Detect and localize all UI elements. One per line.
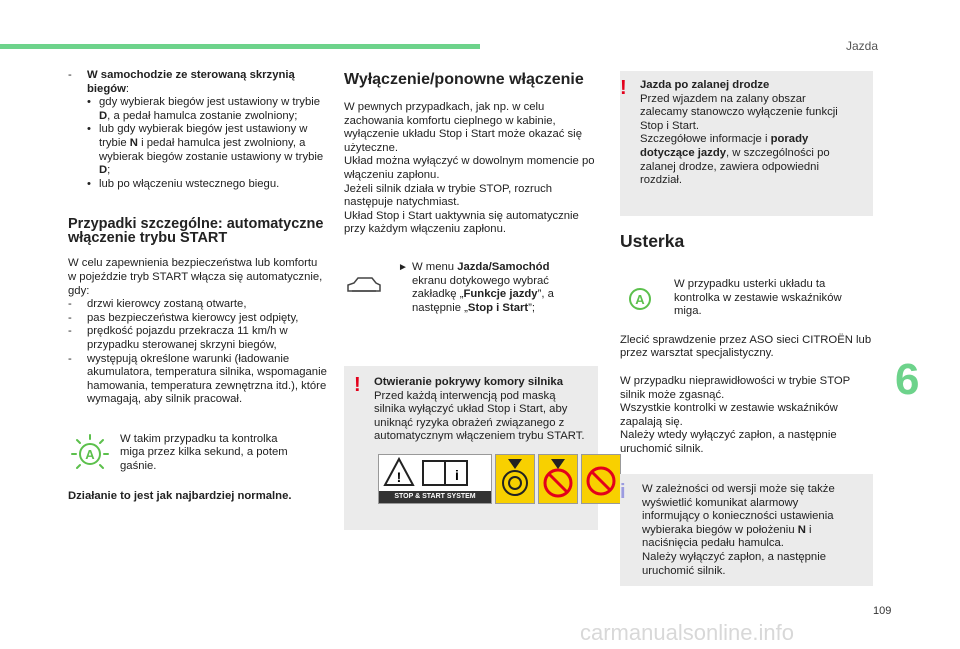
warning-icon: ! [620, 77, 627, 99]
driving-tips-ref: porady dotyczące jazdy [640, 133, 809, 159]
special-item: - występują określone warunki (ładowanie akumulatora, temperatura silnika, wspomaganie hamowania, temperatura zewnętrzna itd.), które wymagają, aby silnik pracował. [68, 352, 327, 406]
gearbox-bullet: • lub gdy wybierak biegów jest ustawiony w trybie N i pedał hamulca jest zwolniony, a wybierak biegów zostanie ustawiony w trybie D; [87, 123, 324, 177]
disable-para: Jeżeli silnik działa w trybie STOP, rozruch następuje natychmiast. [344, 182, 553, 209]
section-title: Jazda [845, 39, 878, 53]
special-intro: W celu zapewnienia bezpieczeństwa lub komfortu w pojeździe tryb START włącza się automatycznie, gdy: [68, 257, 323, 297]
disable-para: Układ można wyłączyć w dowolnym momencie po włączeniu zapłonu. [344, 155, 595, 181]
no-tool-sticker [581, 454, 621, 504]
info-text: Należy wyłączyć zapłon, a następnie uruchomić silnik. [642, 550, 826, 577]
lamp-note: W takim przypadku ta kontrolka miga przez kilka sekund, a potem gaśnie. [120, 432, 288, 473]
flood-box: ! Jazda po zalanej drodze Przed wjazdem na zalany obszar zalecamy stanowczo wyłączenie funkcji Stop i Start. Szczegółowe informacje i porady dotyczące jazdy, w szczególności po zalanej drodze, zawiera odpowiedni rozdział. [620, 71, 873, 216]
gearbox-item: - W samochodzie ze sterowaną skrzynią biegów: [68, 69, 295, 95]
fault-heading: Usterka [620, 231, 685, 251]
eco-a-lamp-icon [68, 433, 112, 473]
car-icon [344, 273, 384, 297]
svg-text:i: i [455, 466, 459, 483]
column-middle [344, 72, 602, 315]
fault-para: W przypadku nieprawidłowości w trybie STOP silnik może zgasnąć. [620, 374, 851, 401]
svg-text:A: A [635, 292, 645, 307]
fault-para: Zlecić sprawdzenie przez ASO sieci CITROËN lub przez warsztat specjalistyczny. [620, 333, 872, 360]
prohibited-icon [539, 455, 577, 503]
watermark: carmanualsonline.info [580, 620, 795, 645]
special-item: - prędkość pojazdu przekracza 11 km/h w przypadku sterowanej skrzyni biegów, [68, 325, 288, 351]
menu-instruction: W menu Jazda/Samochód ekranu dotykowego wybrać zakładkę „Funkcje jazdy”, a następnie „Stop i Start”; [412, 260, 554, 314]
stop-start-sticker [378, 454, 492, 504]
menu-instruction-row [344, 261, 602, 315]
fault-section [620, 232, 874, 457]
disable-heading: Wyłączenie/ponowne włączenie [344, 71, 584, 88]
warning-title: Otwieranie pokrywy komory silnika [374, 376, 563, 388]
warning-box [344, 366, 598, 530]
fault-para: Wszystkie kontrolki w zestawie wskaźników zapalają się. [620, 402, 838, 428]
info-box: i W zależności od wersji może się także wyświetlić komunikat alarmowy informujący o konieczności ustawienia wybieraka biegów w położeniu N i naciśnięcia pedału hamulca. Należy wyłączyć zapłon, a następnie uruchomić silnik. [620, 474, 873, 586]
sticker-row [378, 454, 588, 504]
disable-para: W pewnych przypadkach, jak np. w celu zachowania komfortu cieplnego w kabinie, wyłączenie układu Stop i Start może okazać się użyteczne. [344, 101, 582, 154]
chapter-number: 6 [895, 355, 920, 404]
belt-sticker [495, 454, 535, 504]
lamp-note-row [68, 433, 328, 474]
gearbox-bullet: • lub po włączeniu wstecznego biegu. [87, 177, 280, 190]
flood-text: Przed wjazdem na zalany obszar zalecamy stanowczo wyłączenie funkcji Stop i Start. [640, 92, 838, 132]
fault-lamp-row [620, 278, 874, 319]
belt-icon [496, 455, 534, 503]
special-item: - pas bezpieczeństwa kierowcy jest odpięty, [68, 311, 299, 324]
page-number: 109 [873, 605, 892, 617]
gearbox-title: W samochodzie ze sterowaną skrzynią biegów [87, 69, 295, 95]
special-item: - drzwi kierowcy zostaną otwarte, [68, 298, 247, 311]
fault-lamp-text: W przypadku usterki układu ta kontrolka w zestawie wskaźników miga. [674, 278, 842, 318]
column-left [68, 69, 328, 503]
eco-a-fault-icon [620, 282, 660, 316]
svg-text:A: A [85, 446, 95, 462]
special-heading: Przypadki szczególne: automatyczne włączenie trybu START [68, 216, 324, 247]
prohibited-tool-icon [582, 455, 620, 503]
warning-book-icon [379, 455, 491, 491]
warning-icon: ! [354, 374, 361, 396]
warning-text: Przed każdą interwencją pod maską silnika wyłączyć układ Stop i Start, aby uniknąć ryzyka obrażeń związanego z automatycznym włączeniem trybu START. [374, 389, 585, 443]
disable-para: Układ Stop i Start uaktywnia się automatycznie przy każdym włączeniu zapłonu. [344, 209, 579, 236]
info-icon: i [620, 481, 626, 503]
fault-para: Należy wtedy wyłączyć zapłon, a następnie uruchomić silnik. [620, 429, 837, 455]
no-hand-sticker [538, 454, 578, 504]
svg-text:!: ! [396, 468, 402, 485]
top-accent-bar [0, 44, 480, 49]
triangle-bullet-icon: ► [398, 261, 408, 273]
gearbox-bullet: • gdy wybierak biegów jest ustawiony w trybie D, a pedał hamulca zostanie zwolniony; [87, 96, 321, 122]
flood-title: Jazda po zalanej drodze [640, 79, 770, 91]
sticker-label: STOP & START SYSTEM [379, 491, 491, 503]
normal-note: Działanie to jest jak najbardziej normalne. [68, 489, 292, 502]
